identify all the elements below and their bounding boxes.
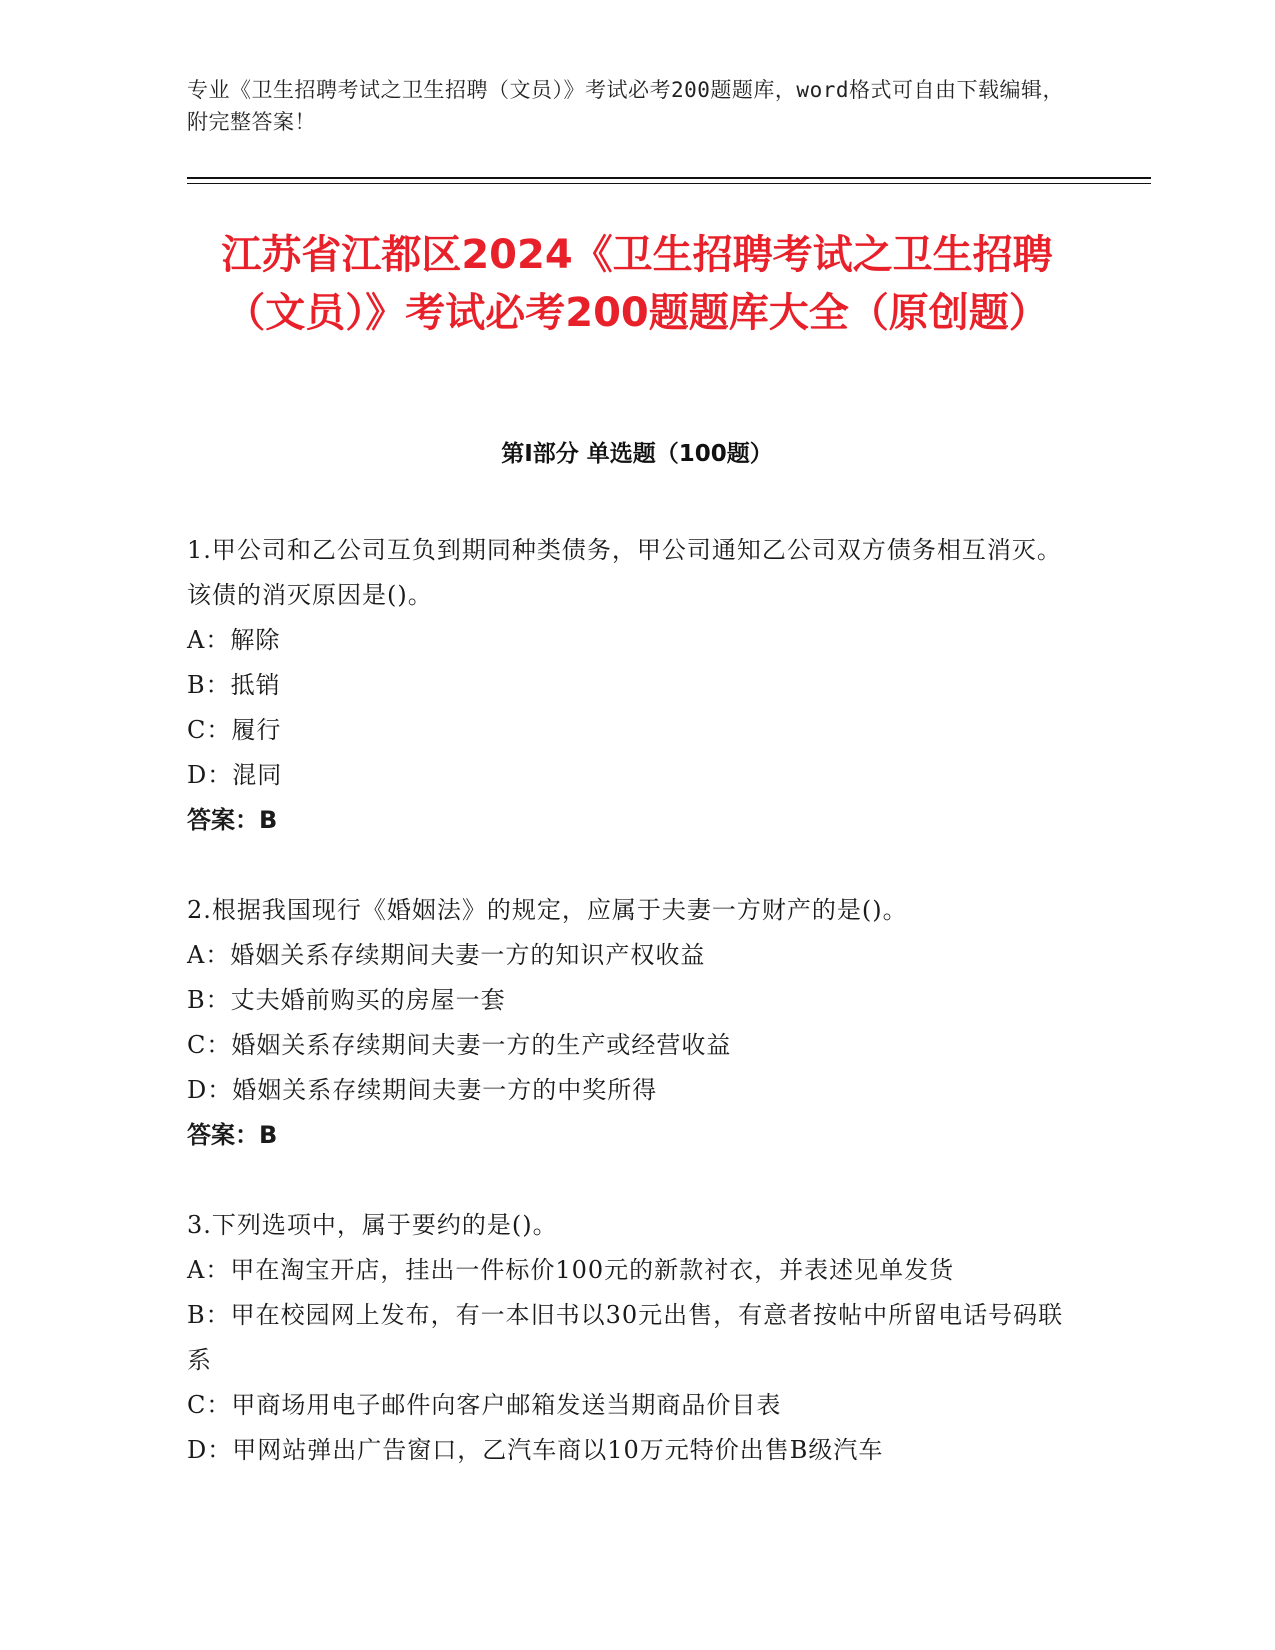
section-title: 第I部分 单选题（100题） [501,441,773,467]
header-note: 专业《卫生招聘考试之卫生招聘（文员）》考试必考200题题库，word格式可自由下载编辑，附完整答案！ [187,78,1064,134]
answer-line: 答案：B [187,1121,278,1149]
option-c: C：婚姻关系存续期间夫妻一方的生产或经营收益 [187,1031,732,1059]
question-text: 1.甲公司和乙公司互负到期同种类债务，甲公司通知乙公司双方债务相互消灭。该债的消灭原因是()。 [187,536,1062,609]
header-divider-thin [187,183,1151,184]
option-a: A：甲在淘宝开店，挂出一件标价100元的新款衬衣，并表述见单发货 [187,1256,955,1284]
question-text: 3.下列选项中，属于要约的是()。 [187,1211,558,1239]
option-b: B：抵销 [187,671,281,699]
document-title: 江苏省江都区2024《卫生招聘考试之卫生招聘（文员）》考试必考200题题库大全（原创题） [221,232,1053,336]
question-3 [187,1203,1067,1473]
option-a: A：婚姻关系存续期间夫妻一方的知识产权收益 [187,941,706,969]
option-b: B：甲在校园网上发布，有一本旧书以30元出售，有意者按帖中所留电话号码联系 [187,1301,1064,1374]
question-list [187,528,1067,1518]
answer-line: 答案：B [187,806,278,834]
option-a: A：解除 [187,626,281,654]
option-b: B：丈夫婚前购买的房屋一套 [187,986,506,1014]
option-c: C：履行 [187,716,282,744]
question-text: 2.根据我国现行《婚姻法》的规定，应属于夫妻一方财产的是()。 [187,896,908,924]
option-d: D：甲网站弹出广告窗口，乙汽车商以10万元特价出售B级汽车 [187,1436,884,1464]
header-divider-thick [187,177,1151,179]
option-c: C：甲商场用电子邮件向客户邮箱发送当期商品价目表 [187,1391,782,1419]
option-d: D：婚姻关系存续期间夫妻一方的中奖所得 [187,1076,658,1104]
question-2 [187,888,1067,1158]
option-d: D：混同 [187,761,283,789]
question-1 [187,528,1067,843]
